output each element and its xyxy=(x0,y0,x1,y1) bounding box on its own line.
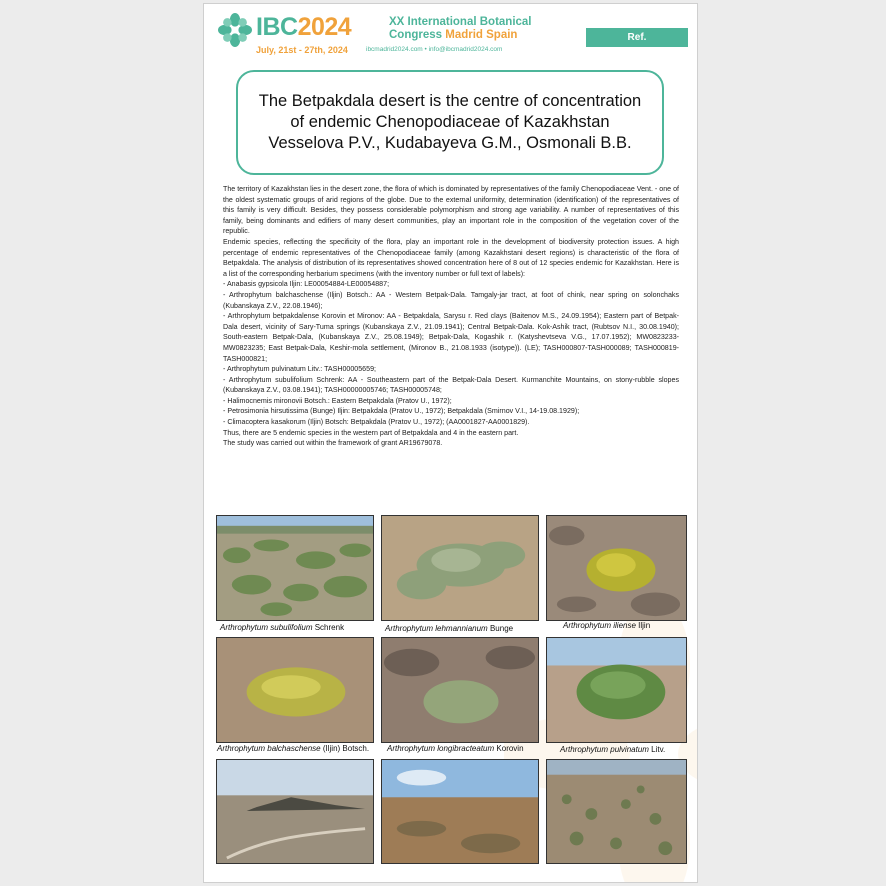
body-paragraph: - Halimocnemis mironovii Botsch.: Eastern Betpakdala (Pratov U., 1972); xyxy=(223,396,452,405)
logo-ibc: IBC xyxy=(256,13,298,41)
body-paragraph: The territory of Kazakhstan lies in the desert zone, the flora of which is dominated by representatives of the family Chenopodiaceae Vent. - one of the oldest systematic groups of arid regions of the globe. Due to the external uniformity, determination (identification) of the representatives of this family is very difficult. Besides, they possess considerable polymorphism and strong age variability. A number of representatives of this family, being dominants and edifiers of many desert communities, play an important role in the composition of the vegetation cover of the republic. xyxy=(223,185,679,236)
caption-2 xyxy=(385,624,513,634)
body-paragraph: Thus, there are 5 endemic species in the western part of Betpakdala and 4 in the eastern part. xyxy=(223,428,519,437)
caption-author: Iljin xyxy=(638,621,651,630)
title-box xyxy=(236,70,664,175)
caption-species: Arthrophytum iliense xyxy=(563,621,636,630)
caption-species: Arthrophytum balchaschense xyxy=(217,744,321,753)
body-paragraph: - Petrosimonia hirsutissima (Bunge) Iljin: Betpakdala (Pratov U., 1972); Betpakdala (Smirnov V.I., 14-19.08.1929); xyxy=(223,407,580,416)
caption-species: Arthrophytum longibracteatum xyxy=(387,744,495,753)
caption-species: Arthrophytum pulvinatum xyxy=(560,745,649,754)
photo-landscape-2 xyxy=(381,759,539,864)
ibc-logo-text xyxy=(256,12,351,42)
body-paragraph: - Anabasis gypsicola Iljin: LE00054884-LE00054887; xyxy=(223,280,390,289)
caption-3 xyxy=(563,621,650,631)
poster-page xyxy=(203,3,698,883)
caption-author: Korovin xyxy=(496,744,524,753)
caption-5 xyxy=(387,744,524,754)
body-paragraph: - Arthrophytum subulifolium Schrenk: AA - Southeastern part of the Betpak-Dala Desert. Kurmanchite Mountains, on stony-rubble slopes (Kubanskaya Z.V., 03.08.1941); TASH00000005746; TASH00005748; xyxy=(223,375,679,395)
caption-1 xyxy=(220,623,344,633)
photo-arthrophytum-longibracteatum xyxy=(381,637,539,743)
congress-website: ibcmadrid2024.com • info@ibcmadrid2024.com xyxy=(366,46,503,53)
body-paragraph: - Arthrophytum balchaschense (Iljin) Botsch.: AA - Western Betpak-Dala. Tamgaly-jar tract, at foot of chink, near spring on solonchaks (Kubanskaya Z.V., 22.08.1946); xyxy=(223,290,679,310)
title-authors: Vesselova P.V., Kudabayeva G.M., Osmonali B.B. xyxy=(268,134,632,152)
caption-4 xyxy=(217,744,369,754)
caption-6 xyxy=(560,745,665,755)
photo-arthrophytum-balchaschense xyxy=(216,637,374,743)
body-paragraph: Endemic species, reflecting the specificity of the flora, play an important role in the development of biodiversity protection issues. A high percentage of endemic representatives of the Chenopodiaceae family (among Kazakhstani desert regions) is characteristic of the flora of Betpakdala. The analysis of distribution of its representatives showed concentration here of 8 out of 12 species endemic for Kazakhstan. Here is a list of the corresponding herbarium specimens (with the inventory number or full text of labels): xyxy=(223,237,679,278)
congress-line2b: Madrid Spain xyxy=(445,29,518,41)
body-paragraph: The study was carried out within the framework of grant AR19679078. xyxy=(223,439,443,448)
photo-landscape-1 xyxy=(216,759,374,864)
body-paragraph: - Arthrophytum pulvinatum Litv.: TASH00005659; xyxy=(223,365,376,374)
congress-line2a: Congress xyxy=(389,29,443,41)
abstract-body xyxy=(223,184,679,449)
caption-species: Arthrophytum lehmannianum xyxy=(385,624,488,633)
photo-arthrophytum-subulifolium xyxy=(216,515,374,621)
ibc-flower-logo-icon xyxy=(218,13,252,47)
caption-author: Schrenk xyxy=(314,623,345,632)
photo-landscape-3 xyxy=(546,759,687,864)
caption-author: Bunge xyxy=(489,624,514,633)
title-line1: The Betpakdala desert is the centre of concentration xyxy=(258,92,642,110)
congress-line1: XX International Botanical xyxy=(389,16,532,28)
photo-arthrophytum-iliense xyxy=(546,515,687,621)
body-paragraph: - Arthrophytum betpakdalense Korovin et Mironov: AA - Betpakdala, Sarysu r. Red clays (Baitenov M.S., 24.09.1954); Eastern part of Betpak-Dala desert, vicinity of Sary-Tuma springs (Kubanskaya Z.V., 21.09.1941); Central Betpak-Dala. Kok-Ashik tract, (Rubtsov N.I., 30.08.1940); South-eastern Betpak-Dala, (Kubanskaya Z.V., 25.08.1949); Betpak-Dala, Kogashik r. (Katyshevtseva V.G., 17.07.1952); MW0823233-MW0823235; East Betpak-Dala, Keshir-mola settlement, (Mironov B., 21.08.1933 (isotype)). (LE); TASH000807-TASH000089; TASH000819- TASH000821; xyxy=(223,312,679,363)
ref-badge: Ref. xyxy=(586,28,688,47)
photo-arthrophytum-lehmannianum xyxy=(381,515,539,621)
body-paragraph: - Climacoptera kasakorum (Iljin) Botsch: Betpakdala (Pratov U., 1972); (AA0001827-AA0001829). xyxy=(223,418,530,427)
title-line2: of endemic Chenopodiaceae of Kazakhstan xyxy=(290,113,610,131)
caption-author: Litv. xyxy=(651,745,666,754)
caption-author: (Iljin) Botsch. xyxy=(322,744,370,753)
caption-species: Arthrophytum subulifolium xyxy=(220,623,313,632)
congress-dates: July, 21st - 27th, 2024 xyxy=(256,45,348,55)
photo-arthrophytum-pulvinatum xyxy=(546,637,687,743)
logo-year: 2024 xyxy=(297,13,352,41)
congress-title xyxy=(389,16,532,42)
